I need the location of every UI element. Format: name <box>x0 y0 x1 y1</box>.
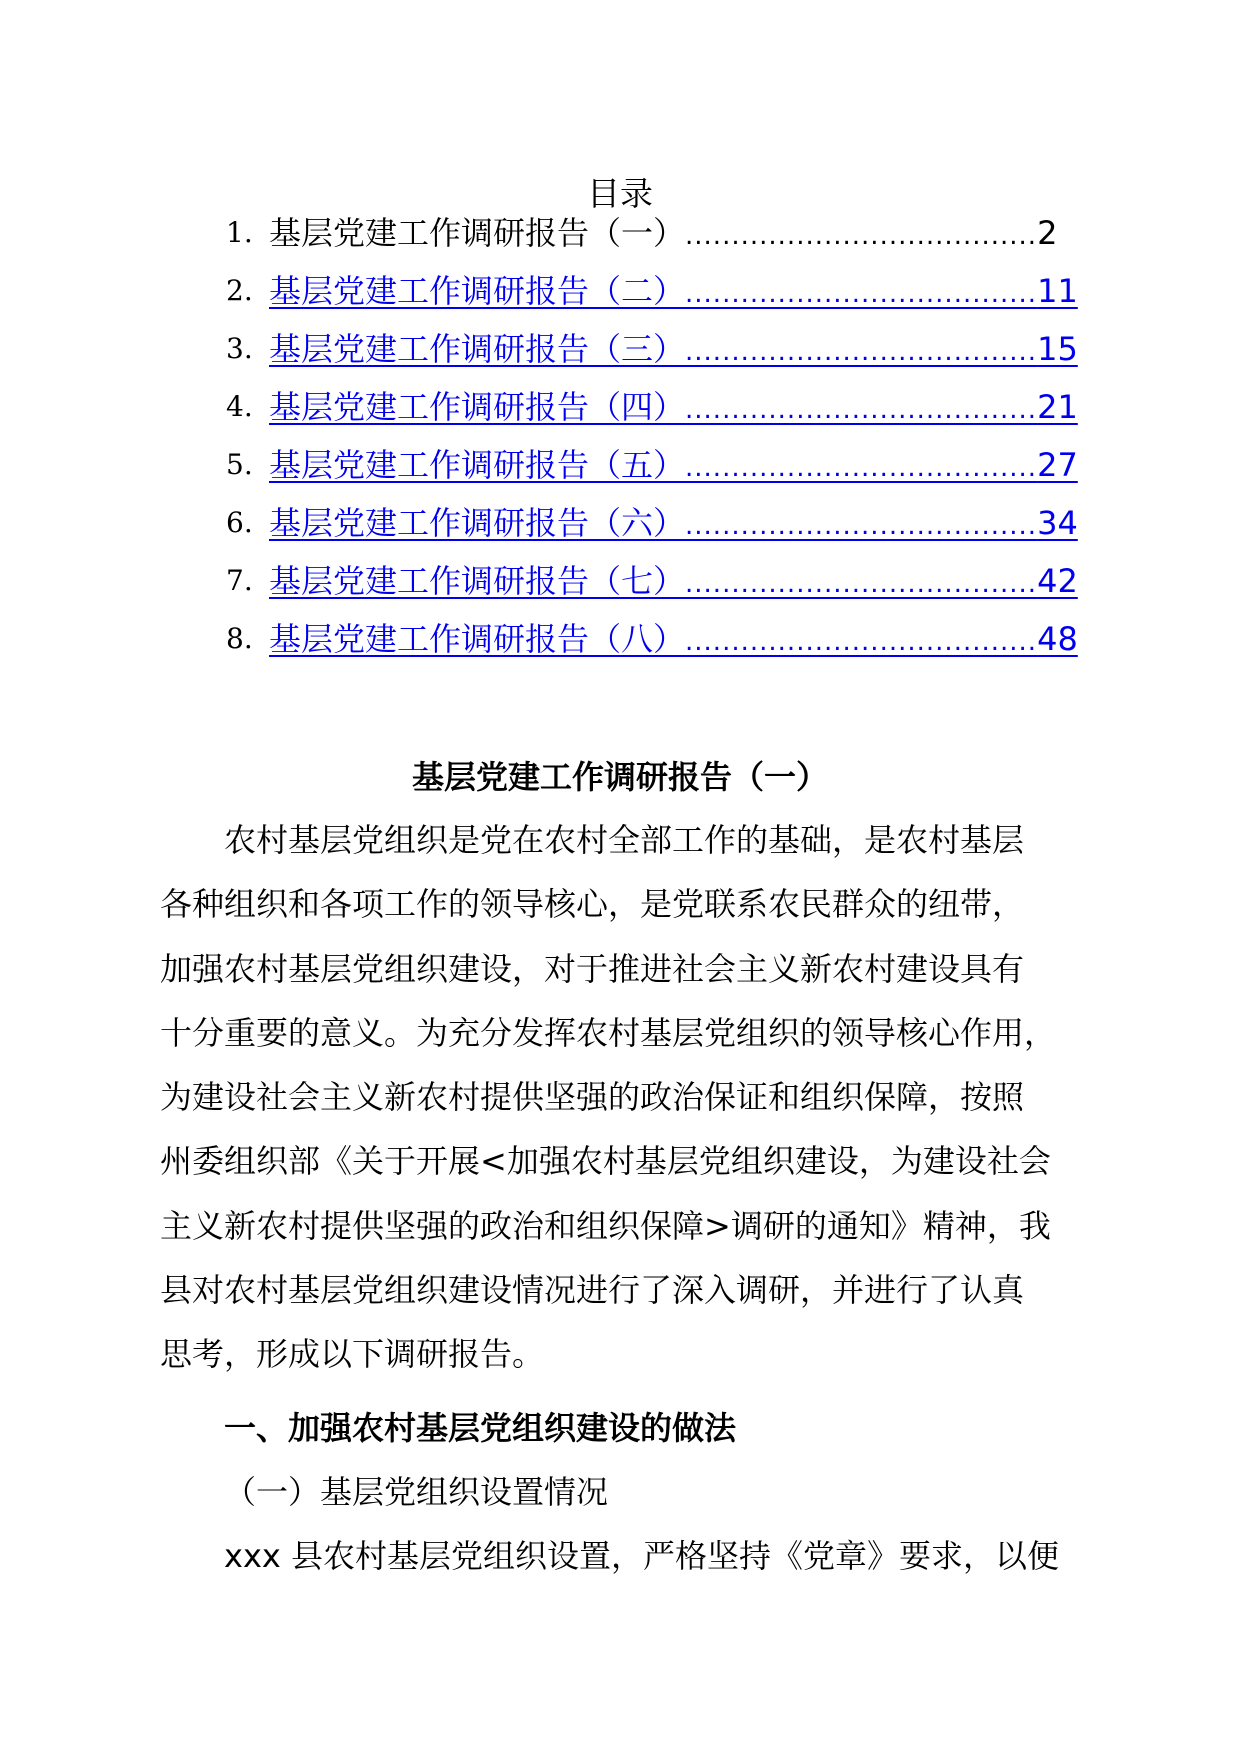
toc-entry <box>226 614 1078 664</box>
paragraph-line: 思考，形成以下调研报告。 <box>160 1335 545 1374</box>
toc-entry-title: 基层党建工作调研报告（三） <box>269 330 686 368</box>
paragraph-line: xxx 县农村基层党组织设置，严格坚持《党章》要求，以便 <box>224 1537 1059 1575</box>
toc-leader-dots: ...................................... <box>685 453 1038 483</box>
toc-entry-title: 基层党建工作调研报告（四） <box>269 388 686 426</box>
toc-page-number: 34 <box>1037 504 1078 542</box>
intro-paragraph <box>160 808 1120 1387</box>
toc-entry <box>226 266 1078 316</box>
toc-entry-number: 6. <box>226 506 253 539</box>
toc-entry-number: 7. <box>226 564 253 597</box>
toc-leader-dots: ...................................... <box>685 279 1038 309</box>
toc-entry-title: 基层党建工作调研报告（一） <box>269 214 686 252</box>
toc-page-number: 15 <box>1037 330 1078 368</box>
toc-entry-link[interactable] <box>269 382 1078 435</box>
toc-entry-link[interactable] <box>269 324 1078 377</box>
toc-leader-dots: ...................................... <box>685 337 1038 367</box>
toc-page-number: 42 <box>1037 562 1078 600</box>
toc-entry-title: 基层党建工作调研报告（七） <box>269 562 686 600</box>
section-heading: 一、加强农村基层党组织建设的做法 <box>224 1409 737 1447</box>
toc-page-number: 27 <box>1037 446 1078 484</box>
paragraph-line: 十分重要的意义。为充分发挥农村基层党组织的领导核心作用， <box>160 1013 1057 1052</box>
paragraph-line: 州委组织部《关于开展<加强农村基层党组织建设，为建设社会 <box>160 1142 1051 1181</box>
toc-entry-number: 5. <box>226 448 253 481</box>
paragraph-line: 各种组织和各项工作的领导核心，是党联系农民群众的纽带， <box>160 885 1025 924</box>
toc-entry-number: 1. <box>226 216 253 249</box>
toc-page-number: 21 <box>1037 388 1078 426</box>
toc-page-number: 48 <box>1037 620 1078 658</box>
toc-entry <box>226 382 1078 432</box>
toc-leader-dots: ...................................... <box>685 395 1038 425</box>
toc-page-number: 2 <box>1037 214 1058 252</box>
toc-entry <box>226 440 1078 490</box>
toc-entry-link[interactable] <box>269 266 1078 319</box>
toc-entry-number: 3. <box>226 332 253 365</box>
toc-title: 目录 <box>587 174 653 213</box>
toc-entry-link[interactable] <box>269 556 1078 609</box>
toc-entry-link[interactable] <box>269 440 1078 493</box>
toc-entry-link[interactable] <box>269 614 1078 667</box>
toc-page-number: 11 <box>1037 272 1078 310</box>
paragraph-line: 农村基层党组织是党在农村全部工作的基础，是农村基层 <box>224 821 1025 859</box>
toc-entry-link[interactable] <box>269 208 1058 261</box>
toc-leader-dots: ...................................... <box>685 627 1038 657</box>
toc-entry <box>226 556 1078 606</box>
toc-entry-number: 2. <box>226 274 253 307</box>
toc-entry <box>226 208 1058 258</box>
paragraph-line: 加强农村基层党组织建设，对于推进社会主义新农村建设具有 <box>160 949 1025 988</box>
toc-entry <box>226 324 1078 374</box>
toc-entry-title: 基层党建工作调研报告（八） <box>269 620 686 658</box>
toc-leader-dots: ...................................... <box>685 511 1038 541</box>
toc-entry-link[interactable] <box>269 498 1078 551</box>
paragraph-line: 县对农村基层党组织建设情况进行了深入调研，并进行了认真 <box>160 1271 1025 1310</box>
subsection-heading: （一）基层党组织设置情况 <box>224 1473 609 1511</box>
paragraph-line: 为建设社会主义新农村提供坚强的政治保证和组织保障，按照 <box>160 1078 1025 1117</box>
toc-entry-title: 基层党建工作调研报告（六） <box>269 504 686 542</box>
paragraph-line: 主义新农村提供坚强的政治和组织保障>调研的通知》精神，我 <box>160 1206 1051 1245</box>
toc-entry-number: 4. <box>226 390 253 423</box>
toc-leader-dots: ...................................... <box>685 221 1038 251</box>
toc-entry <box>226 498 1078 548</box>
toc-entry-title: 基层党建工作调研报告（二） <box>269 272 686 310</box>
toc-leader-dots: ...................................... <box>685 569 1038 599</box>
report-title: 基层党建工作调研报告（一） <box>411 758 828 796</box>
toc-entry-number: 8. <box>226 622 253 655</box>
toc-entry-title: 基层党建工作调研报告（五） <box>269 446 686 484</box>
